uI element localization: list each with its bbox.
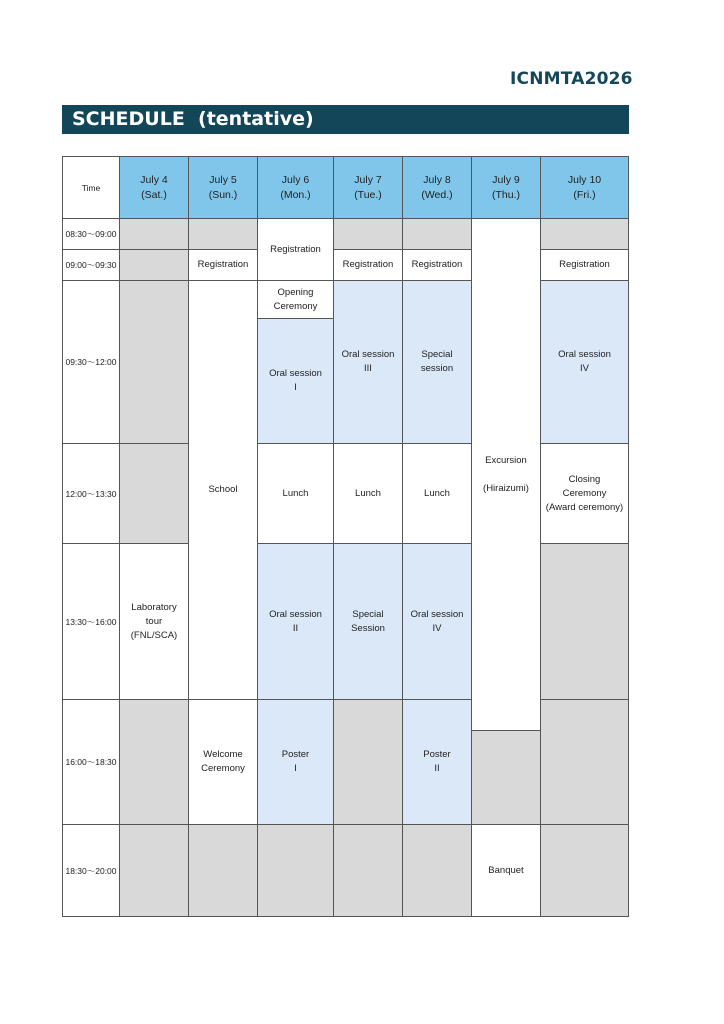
page-title: SCHEDULE (tentative) — [62, 105, 629, 134]
empty-slot — [119, 280, 188, 443]
empty-slot — [119, 443, 188, 543]
time-slot-0830: 08:30～09:00 — [62, 218, 119, 249]
event-lunch-july7: Lunch — [333, 443, 402, 543]
table-border-right — [628, 156, 629, 917]
day-header-july9: July 9 (Thu.) — [471, 156, 540, 218]
event-poster-1: Poster I — [257, 699, 333, 824]
time-slot-0930: 09:30～12:00 — [62, 280, 119, 443]
time-slot-1830: 18:30～20:00 — [62, 824, 119, 917]
empty-slot — [257, 824, 333, 917]
event-banquet: Banquet — [471, 824, 540, 917]
event-school: School — [188, 280, 257, 699]
event-registration-july5: Registration — [188, 249, 257, 280]
event-special-session-july7: Special Session — [333, 543, 402, 699]
time-header: Time — [62, 156, 119, 218]
empty-slot — [119, 218, 188, 249]
event-lunch-july6: Lunch — [257, 443, 333, 543]
empty-slot — [540, 824, 628, 917]
event-oral-session-3: Oral session III — [333, 280, 402, 443]
day-header-july10: July 10 (Fri.) — [540, 156, 628, 218]
event-closing-ceremony: Closing Ceremony (Award ceremony) — [540, 443, 628, 543]
event-oral-session-4-july10: Oral session IV — [540, 280, 628, 443]
event-oral-session-4-july8: Oral session IV — [402, 543, 471, 699]
empty-slot — [540, 699, 628, 824]
event-lunch-july8: Lunch — [402, 443, 471, 543]
conference-brand: ICNMTA2026 — [510, 69, 633, 89]
day-header-july4: July 4 (Sat.) — [119, 156, 188, 218]
day-header-july8: July 8 (Wed.) — [402, 156, 471, 218]
empty-slot — [119, 249, 188, 280]
event-excursion: Excursion (Hiraizumi) — [471, 218, 540, 730]
empty-slot — [188, 218, 257, 249]
event-special-session-july8: Special session — [402, 280, 471, 443]
event-lab-tour: Laboratory tour (FNL/SCA) — [119, 543, 188, 699]
event-registration-july6: Registration — [257, 218, 333, 280]
event-oral-session-1: Oral session I — [257, 318, 333, 443]
time-slot-1600: 16:00～18:30 — [62, 699, 119, 824]
empty-slot — [333, 824, 402, 917]
event-welcome-ceremony: Welcome Ceremony — [188, 699, 257, 824]
empty-slot — [119, 699, 188, 824]
time-slot-0900: 09:00～09:30 — [62, 249, 119, 280]
table-border-bottom — [62, 916, 629, 917]
empty-slot — [119, 824, 188, 917]
empty-slot — [540, 218, 628, 249]
event-registration-july7: Registration — [333, 249, 402, 280]
empty-slot — [402, 218, 471, 249]
empty-slot — [402, 824, 471, 917]
event-registration-july8: Registration — [402, 249, 471, 280]
empty-slot — [333, 218, 402, 249]
empty-slot — [471, 730, 540, 824]
day-header-july5: July 5 (Sun.) — [188, 156, 257, 218]
event-poster-2: Poster II — [402, 699, 471, 824]
time-slot-1330: 13:30～16:00 — [62, 543, 119, 699]
day-header-july6: July 6 (Mon.) — [257, 156, 333, 218]
empty-slot — [540, 543, 628, 699]
event-registration-july10: Registration — [540, 249, 628, 280]
event-opening-ceremony: Opening Ceremony — [257, 280, 333, 318]
empty-slot — [333, 699, 402, 824]
day-header-july7: July 7 (Tue.) — [333, 156, 402, 218]
event-oral-session-2: Oral session II — [257, 543, 333, 699]
empty-slot — [188, 824, 257, 917]
time-slot-1200: 12:00～13:30 — [62, 443, 119, 543]
